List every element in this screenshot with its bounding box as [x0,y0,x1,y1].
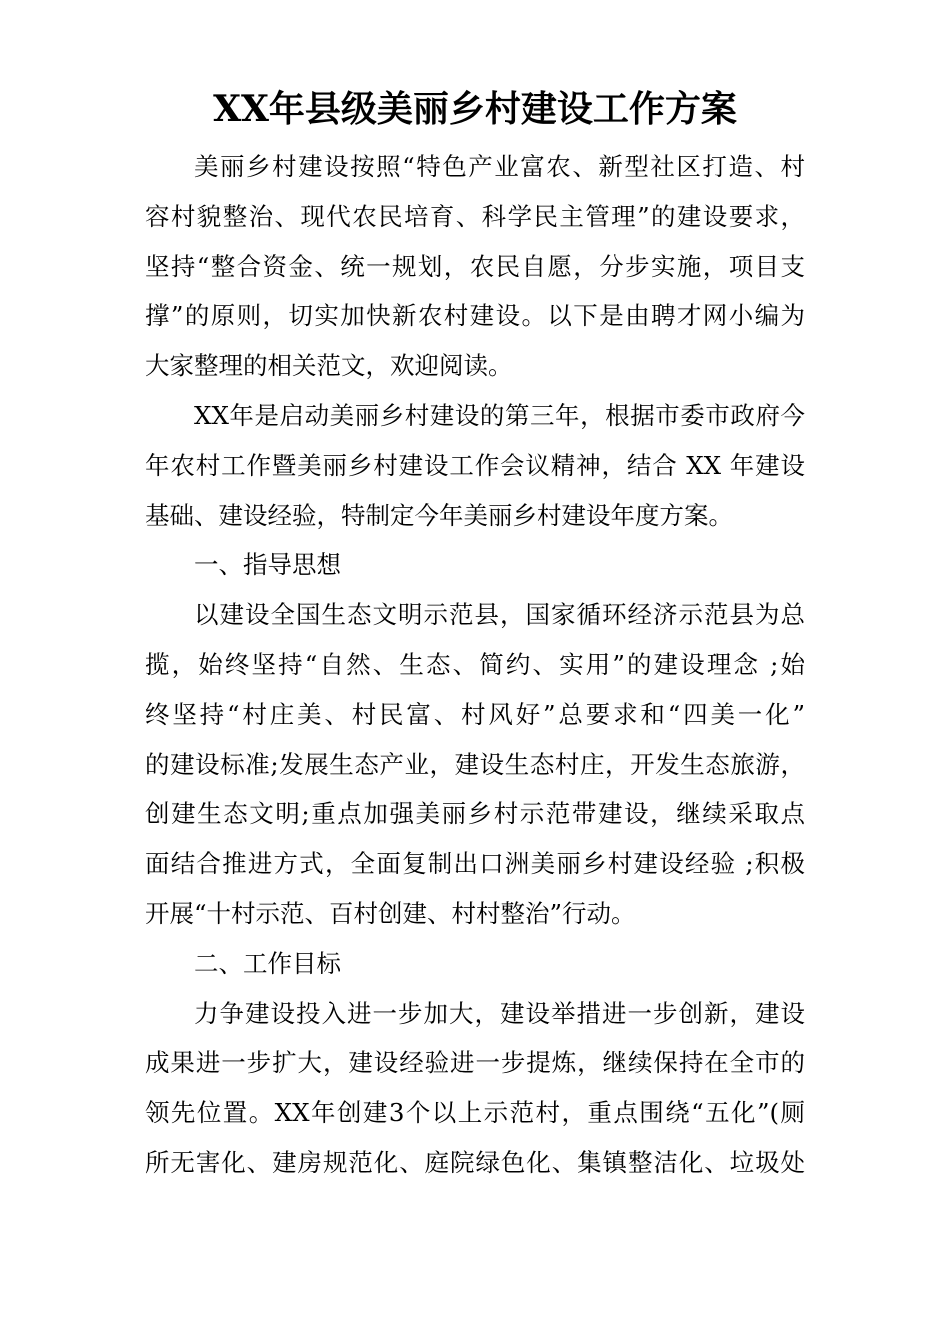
text-line-guiding-6: 面结合推进方式，全面复制出口洲美丽乡村建设经验 ;积极 [145,849,805,879]
section-heading-guiding-thought: 一、指导思想 [194,550,341,580]
text-line-intro-2: 容村貌整治、现代农民培育、科学民主管理”的建设要求， [145,201,805,231]
text-line-intro-3: 坚持“整合资金、统一规划，农民自愿，分步实施，项目支 [145,251,805,281]
text-line-intro-1: 美丽乡村建设按照“特色产业富农、新型社区打造、村 [194,152,805,181]
text-line-goals-3: 领先位置。XX年创建3个以上示范村，重点围绕“五化”(厕 [145,1098,805,1128]
text-line-background-1: XX年是启动美丽乡村建设的第三年，根据市委市政府今 [194,400,805,430]
text-line-goals-2: 成果进一步扩大，建设经验进一步提炼，继续保持在全市的 [145,1048,805,1078]
text-line-guiding-7: 开展“十村示范、百村创建、村村整治”行动。 [145,898,636,928]
document-title: XX年县级美丽乡村建设工作方案 [213,88,737,130]
text-line-goals-1: 力争建设投入进一步加大，建设举措进一步创新，建设 [194,998,805,1028]
text-line-guiding-1: 以建设全国生态文明示范县，国家循环经济示范县为总 [194,600,805,630]
text-line-background-2: 年农村工作暨美丽乡村建设工作会议精神，结合 XX 年建设 [145,450,805,480]
text-line-guiding-3: 终坚持“村庄美、村民富、村风好”总要求和“四美一化” [145,699,805,729]
text-line-guiding-4: 的建设标准;发展生态产业，建设生态村庄，开发生态旅游， [145,749,805,779]
text-line-background-3: 基础、建设经验，特制定今年美丽乡村建设年度方案。 [145,500,733,530]
text-line-intro-5: 大家整理的相关范文，欢迎阅读。 [145,351,513,381]
section-heading-work-goals: 二、工作目标 [194,948,341,978]
text-line-goals-4: 所无害化、建房规范化、庭院绿色化、集镇整洁化、垃圾处 [145,1147,805,1177]
text-line-intro-4: 撑”的原则，切实加快新农村建设。以下是由聘才网小编为 [145,301,805,331]
document-body [145,142,805,1188]
text-line-guiding-2: 揽，始终坚持“自然、生态、简约、实用”的建设理念 ;始 [145,649,805,679]
text-line-guiding-5: 创建生态文明;重点加强美丽乡村示范带建设，继续采取点 [145,799,805,829]
